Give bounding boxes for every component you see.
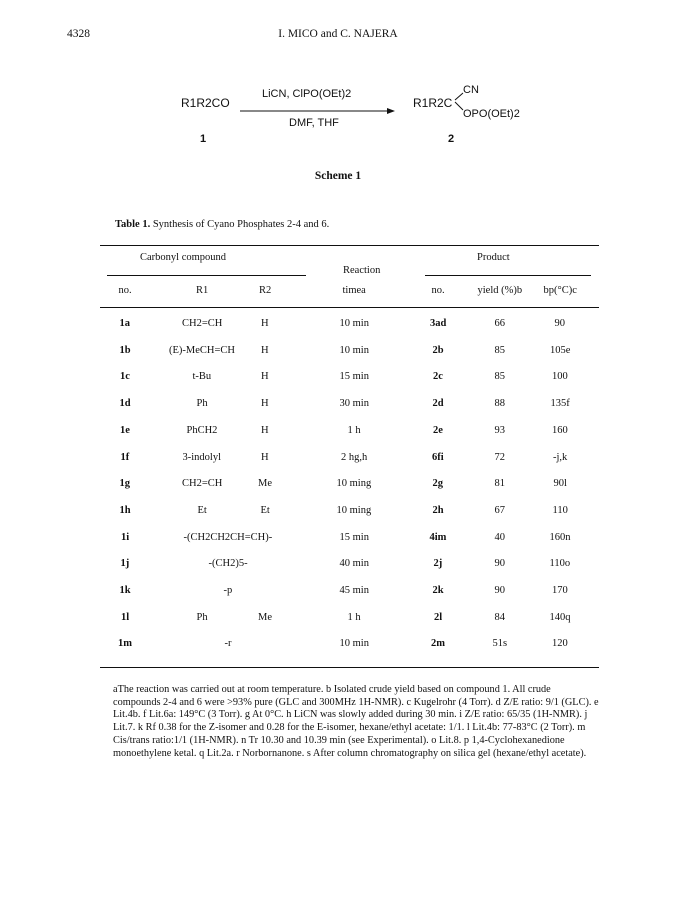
table-top-rule bbox=[100, 245, 599, 246]
reagents-above: LiCN, ClPO(OEt)2 bbox=[262, 88, 352, 100]
cell-no: 1d bbox=[119, 398, 131, 409]
group-header-product: Product bbox=[477, 252, 510, 263]
header-bottom-rule bbox=[100, 307, 599, 308]
cell-time: 10 ming bbox=[336, 505, 372, 516]
cell-r1: CH2=CH bbox=[182, 478, 223, 489]
cell-no: 1f bbox=[120, 452, 130, 463]
reaction-arrow bbox=[240, 103, 395, 113]
page-number: 4328 bbox=[67, 28, 90, 40]
cell-bp: 160 bbox=[552, 425, 568, 436]
cell-yield: 90 bbox=[494, 558, 505, 569]
col-header-no: no. bbox=[118, 285, 132, 296]
cell-product-no: 2e bbox=[433, 425, 443, 436]
product-formula: R1R2C bbox=[413, 96, 453, 110]
table-footnotes: aThe reaction was carried out at room temperature. b Isolated crude yield based on compound 1. All crude compounds 2-4 and 6 were >93% pure (GLC and 300MHz 1H-NMR). c Kugelrohr (4 Torr). d Z/E ratio: 9/1 (GLC). e Lit.4b. f Lit.6a: 149°C (3 Torr). g At 0°C. h LiCN was slowly added during 30 min. i Z/E ratio: 65/35 (1H-NMR). j Lit.7. k Rf 0.38 for the Z-isomer and 0.28 for the E-isomer, hexane/ethyl acetate: 1/1. l Lit.4b: 77-83°C (2 Torr). m Cis/trans ratio:1/1 (1H-NMR). n Tr 10.30 and 10.39 min (see Experimental). o Lit.8. p 1,4-Cyclohexanedione monoethylene ketal. q Lit.2a. r Norbornanone. s After column chromatography on silica gel (hexane/ethyl acetate). bbox=[113, 684, 599, 759]
table-caption bbox=[115, 219, 329, 230]
cell-time: 10 min bbox=[339, 318, 369, 329]
product-number: 2 bbox=[448, 133, 455, 145]
cell-time: 1 h bbox=[347, 425, 361, 436]
cell-r2: H bbox=[261, 452, 269, 463]
cell-product-no: 3ad bbox=[430, 318, 447, 329]
arrow-icon bbox=[240, 106, 395, 116]
product-cn: CN bbox=[463, 84, 479, 96]
cell-r1: 3-indolyl bbox=[182, 452, 221, 463]
cell-yield: 90 bbox=[494, 585, 505, 596]
table-caption-label: Table 1. bbox=[115, 219, 151, 230]
cell-r1: Ph bbox=[196, 398, 208, 409]
cell-product-no: 6fi bbox=[432, 452, 444, 463]
cell-bp: 135f bbox=[550, 398, 570, 409]
table-bottom-rule bbox=[100, 667, 599, 668]
cell-bp: 105e bbox=[550, 345, 571, 356]
cell-r1: Et bbox=[197, 505, 207, 516]
cell-yield: 88 bbox=[494, 398, 505, 409]
cell-no: 1e bbox=[120, 425, 130, 436]
cell-r2: H bbox=[261, 371, 269, 382]
cell-product-no: 2d bbox=[432, 398, 444, 409]
cell-no: 1h bbox=[119, 505, 131, 516]
cell-product-no: 2g bbox=[432, 478, 443, 489]
scheme-title: Scheme 1 bbox=[314, 170, 362, 182]
cell-time: 1 h bbox=[347, 612, 361, 623]
cell-no: 1j bbox=[120, 558, 130, 569]
col-header-yield: yield (%)b bbox=[477, 285, 523, 296]
cell-no: 1m bbox=[118, 638, 132, 649]
cell-yield: 72 bbox=[494, 452, 505, 463]
cell-time: 10 min bbox=[339, 345, 369, 356]
cell-yield: 67 bbox=[494, 505, 505, 516]
cell-bp: 90 bbox=[554, 318, 565, 329]
carbonyl-group-rule bbox=[107, 275, 306, 276]
cell-product-no: 2b bbox=[432, 345, 444, 356]
cell-bp: 170 bbox=[552, 585, 568, 596]
cell-no: 1a bbox=[119, 318, 130, 329]
reactant-number: 1 bbox=[200, 133, 207, 145]
cell-time: 10 ming bbox=[336, 478, 372, 489]
group-header-reaction: Reaction bbox=[343, 265, 381, 276]
cell-r1: -r bbox=[224, 638, 232, 649]
cell-r2: Et bbox=[260, 505, 270, 516]
cell-product-no: 2c bbox=[433, 371, 443, 382]
cell-yield: 85 bbox=[494, 345, 505, 356]
cell-bp: 90l bbox=[553, 478, 567, 489]
cell-product-no: 2m bbox=[431, 638, 445, 649]
col-header-r2: R2 bbox=[259, 285, 272, 296]
reactant-formula bbox=[181, 96, 230, 110]
cell-product-no: 4im bbox=[429, 532, 447, 543]
cell-yield: 66 bbox=[494, 318, 505, 329]
cell-r1: -(CH2)5- bbox=[208, 558, 248, 569]
reagents-below: DMF, THF bbox=[289, 117, 339, 129]
cell-product-no: 2h bbox=[432, 505, 444, 516]
cell-r1: -(CH2CH2CH=CH)- bbox=[183, 532, 273, 543]
cell-r1: (E)-MeCH=CH bbox=[169, 345, 235, 356]
cell-time: 10 min bbox=[339, 638, 369, 649]
cell-yield: 81 bbox=[494, 478, 505, 489]
cell-no: 1i bbox=[121, 532, 130, 543]
cell-time: 45 min bbox=[339, 585, 369, 596]
cell-no: 1k bbox=[119, 585, 131, 596]
col-header-time: timea bbox=[342, 285, 366, 296]
cell-bp: 160n bbox=[549, 532, 571, 543]
col-header-product-no: no. bbox=[431, 285, 445, 296]
product-ester: OPO(OEt)2 bbox=[463, 108, 520, 120]
cell-r2: Me bbox=[258, 612, 272, 623]
cell-r2: H bbox=[261, 425, 269, 436]
cell-yield: 51s bbox=[492, 638, 508, 649]
col-header-bp: bp(°C)c bbox=[543, 285, 577, 296]
cell-bp: 120 bbox=[552, 638, 568, 649]
cell-time: 30 min bbox=[339, 398, 369, 409]
cell-r2: H bbox=[261, 318, 269, 329]
cell-r1: Ph bbox=[196, 612, 208, 623]
table-caption-text: Synthesis of Cyano Phosphates 2-4 and 6. bbox=[152, 219, 330, 230]
cell-no: 1l bbox=[121, 612, 130, 623]
cell-r2: H bbox=[261, 398, 269, 409]
reactant-text: R1R2CO bbox=[181, 96, 230, 110]
cell-r1: -p bbox=[223, 585, 233, 596]
cell-r1: t-Bu bbox=[192, 371, 212, 382]
cell-bp: 110o bbox=[549, 558, 571, 569]
group-header-carbonyl: Carbonyl compound bbox=[140, 252, 227, 263]
product-group-rule bbox=[425, 275, 591, 276]
running-title: I. MICO and C. NAJERA bbox=[278, 28, 398, 40]
cell-product-no: 2j bbox=[433, 558, 443, 569]
cell-time: 40 min bbox=[339, 558, 369, 569]
cell-yield: 84 bbox=[494, 612, 505, 623]
cell-time: 15 min bbox=[339, 371, 369, 382]
cell-bp: 110 bbox=[552, 505, 568, 516]
cell-no: 1g bbox=[119, 478, 130, 489]
col-header-r1: R1 bbox=[196, 285, 209, 296]
cell-time: 15 min bbox=[339, 532, 369, 543]
cell-r2: Me bbox=[258, 478, 272, 489]
cell-bp: 140q bbox=[549, 612, 571, 623]
cell-time: 2 hg,h bbox=[341, 452, 368, 463]
cell-no: 1b bbox=[119, 345, 131, 356]
cell-product-no: 2k bbox=[432, 585, 444, 596]
cell-no: 1c bbox=[120, 371, 130, 382]
cell-bp: -j,k bbox=[553, 452, 568, 463]
cell-yield: 40 bbox=[494, 532, 505, 543]
cell-product-no: 2l bbox=[434, 612, 443, 623]
cell-bp: 100 bbox=[552, 371, 568, 382]
cell-yield: 93 bbox=[494, 425, 505, 436]
cell-r2: H bbox=[261, 345, 269, 356]
cell-r1: PhCH2 bbox=[186, 425, 218, 436]
cell-r1: CH2=CH bbox=[182, 318, 223, 329]
cell-yield: 85 bbox=[494, 371, 505, 382]
